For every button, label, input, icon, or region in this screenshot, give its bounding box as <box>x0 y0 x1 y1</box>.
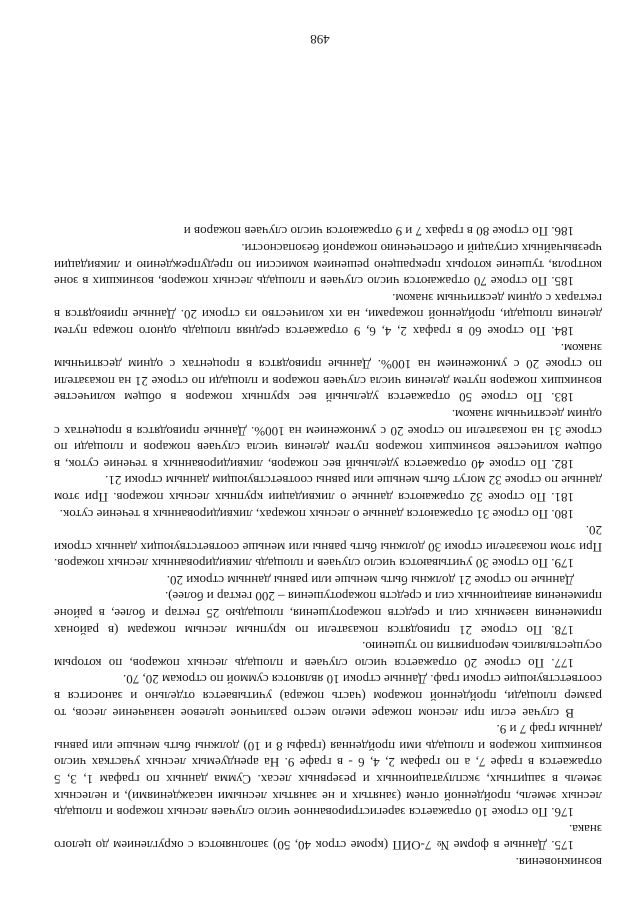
paragraph: 184. По строке 60 в графах 2, 4, 6, 9 отражается средняя площадь одного пожара путем деления площади, пройденной пожарами, на их количество из строки 20. Данные приводятся в гектарах с одним десятичным знаком. <box>54 290 602 339</box>
paragraph: возникновения. <box>515 855 602 870</box>
paragraph: 185. По строке 70 отражаются число случаев и площадь лесных пожаров, возникших в зоне контроля, тушение которых прекращено решением комиссии по предупреждению и ликвидации чрезвычайных ситуаций и обеспечению пожарной безопасности. <box>54 241 602 290</box>
paragraph: 186. По строке 80 в графах 7 и 9 отражаются число случаев пожаров и <box>183 224 574 240</box>
paragraph: 177. По строке 20 отражается число случаев и площадь лесных пожаров, по которым осуществлялись мероприятия по тушению. <box>54 639 602 671</box>
paragraph: 183. По строке 50 отражается удельный вес крупных пожаров в общем количестве возникших пожаров путем деления числа случаев пожаров и площади по строке 21 на показатели по строке 20 с умножением на 100%. Данные приводятся в процентах с одним десятичным знаком. <box>54 340 602 406</box>
paragraph: 178. По строке 21 приводятся показатели по крупным лесным пожарам (в районах применения наземных сил и средств пожаротушения, площадью 25 гектар и более, в районе применения авиационных сил и средств пожаротушения – 200 гектар и более). <box>54 589 602 638</box>
paragraph: 182. По строке 40 отражается удельный вес пожаров, ликвидированных в течение суток, в общем количестве возникших пожаров путем деления числа случаев пожаров и площади по строке 31 на показатели по строке 20 с умножением на 100%. Данные приводятся в процентах с одним десятичным знаком. <box>54 406 602 472</box>
body-text <box>54 223 602 870</box>
page-number: 498 <box>310 32 330 47</box>
paragraph: 176. По строке 10 отражается зарегистрированное число случаев лесных пожаров и площадь лесных земель, пройденной огнем (занятых и не занятых лесными насаждениями), и нелесных земель в защитных, эксплуатационных и резервных лесах. Сумма данных по графам 1, 3, 5 отражается в графе 7, а по графам 2, 4, 6 - в графе 9. На арендуемых лесных участках число возникших пожаров и площадь ими пройденная (графы 8 и 10) должны быть меньше или равны данным граф 7 и 9. <box>54 722 602 821</box>
paragraph: 175. Данные в форме № 7-ОИП (кроме строк 40, 50) заполняются с округлением до целого знака. <box>54 821 602 854</box>
paragraph: Данные по строке 21 должны быть меньше или равны данным строки 20. <box>166 572 574 588</box>
paragraph: 179. По строке 30 учитываются число случаев и площадь ликвидированных лесных пожаров. При этом показатели строки 30 должны быть равны или меньше соответствующих данных строки 20. <box>54 523 602 572</box>
paragraph: 180. По строке 31 отражаются данные о лесных пожарах, ликвидированных в течение суток. <box>59 506 574 522</box>
paragraph: В случае если при лесном пожаре имело место различное целевое назначение лесов, то размер площади, пройденной пожаром (часть пожара) учитывается отдельно и заносится в соответствующие строки граф. Данные строки 10 являются суммой по строкам 20, 70. <box>54 672 602 721</box>
paragraph: 181. По строке 32 отражаются данные о ликвидации крупных лесных пожаров. При этом данные по строке 32 могут быть меньше или равны соответствующим данным строки 21. <box>54 473 602 505</box>
